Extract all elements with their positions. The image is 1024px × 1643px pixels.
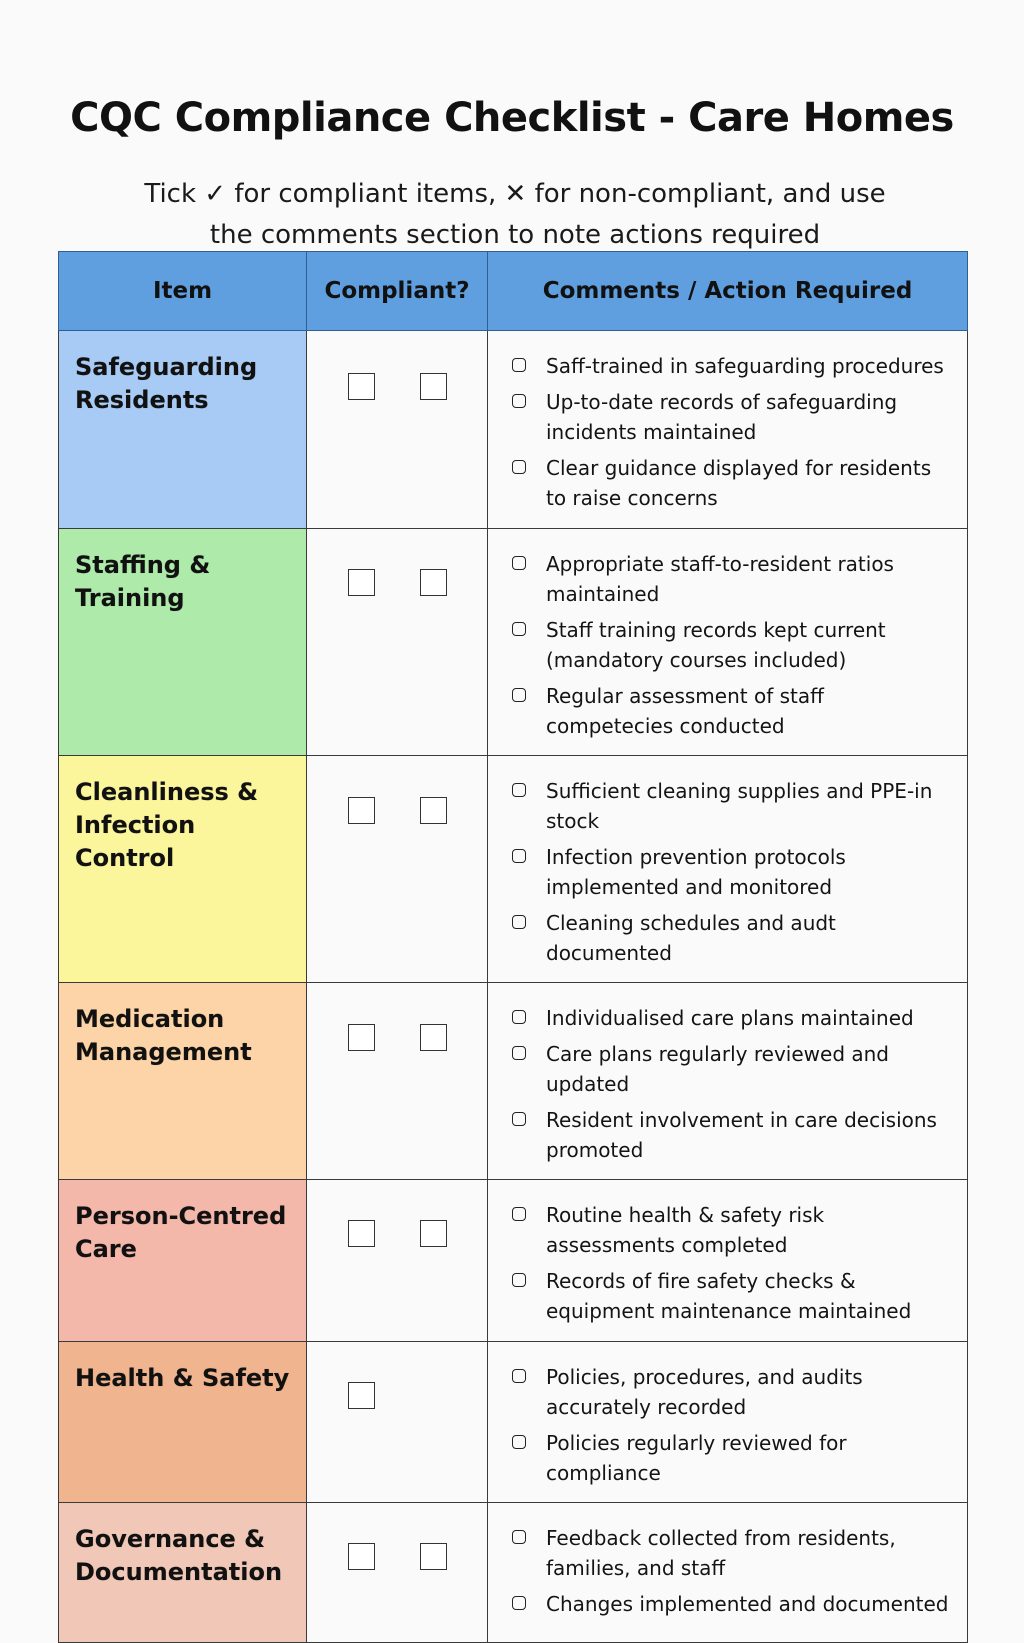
table-row [59, 756, 968, 983]
checkbox-bullet-icon[interactable] [512, 915, 526, 929]
compliant-checkbox[interactable] [348, 797, 375, 824]
comments-cell [488, 1503, 968, 1643]
instructions-text: Tick ✓ for compliant items, ✕ for non-compliant, and use the comments section to note actions required [144, 179, 886, 250]
comment-item [510, 842, 957, 902]
comments-list [510, 1003, 957, 1165]
compliant-cell [307, 529, 488, 756]
comment-text: Staff training records kept current (mandatory courses included) [546, 618, 886, 672]
checkbox-bullet-icon[interactable] [512, 1435, 526, 1449]
compliance-checklist-table [58, 251, 968, 1643]
comment-text: Regular assessment of staff competecies conducted [546, 684, 824, 738]
comments-list [510, 549, 957, 741]
compliant-checkbox[interactable] [348, 1024, 375, 1051]
compliant-checkbox[interactable] [348, 1382, 375, 1409]
compliant-checkbox[interactable] [348, 1220, 375, 1247]
header-item: Item [59, 252, 307, 331]
comment-item [510, 1200, 957, 1260]
table-row [59, 1503, 968, 1643]
checkbox-bullet-icon[interactable] [512, 1207, 526, 1221]
checkbox-bullet-icon[interactable] [512, 358, 526, 372]
comment-item [510, 776, 957, 836]
comment-text: Records of fire safety checks & equipment maintenance maintained [546, 1269, 912, 1323]
comment-text: Policies regularly reviewed for compliance [546, 1431, 847, 1485]
comment-text: Saff-trained in safeguarding procedures [546, 354, 944, 378]
comments-list [510, 776, 957, 968]
item-label: Health & Safety [59, 1342, 307, 1503]
checkbox-bullet-icon[interactable] [512, 1530, 526, 1544]
checkbox-bullet-icon[interactable] [512, 783, 526, 797]
checkbox-bullet-icon[interactable] [512, 1010, 526, 1024]
non-compliant-checkbox[interactable] [420, 1543, 447, 1570]
comment-item [510, 1428, 957, 1488]
checkbox-bullet-icon[interactable] [512, 394, 526, 408]
checkbox-bullet-icon[interactable] [512, 460, 526, 474]
comments-cell [488, 756, 968, 983]
comment-text: Changes implemented and documented [546, 1592, 949, 1616]
comments-cell [488, 331, 968, 529]
comments-list [510, 1523, 957, 1619]
comment-item [510, 1039, 957, 1099]
checkbox-bullet-icon[interactable] [512, 1112, 526, 1126]
comment-item [510, 1105, 957, 1165]
compliant-cell [307, 1503, 488, 1643]
table-row [59, 529, 968, 756]
compliant-cell [307, 983, 488, 1180]
comment-text: Appropriate staff-to-resident ratios maintained [546, 552, 894, 606]
table-row [59, 1342, 968, 1503]
comment-item [510, 1362, 957, 1422]
comment-text: Cleaning schedules and audt documented [546, 911, 836, 965]
comments-cell [488, 983, 968, 1180]
checkbox-bullet-icon[interactable] [512, 688, 526, 702]
checkbox-bullet-icon[interactable] [512, 622, 526, 636]
comment-text: Sufficient cleaning supplies and PPE-in stock [546, 779, 933, 833]
comment-item [510, 549, 957, 609]
comment-item [510, 1003, 957, 1033]
checkbox-bullet-icon[interactable] [512, 1273, 526, 1287]
non-compliant-checkbox[interactable] [420, 373, 447, 400]
comment-item [510, 1589, 957, 1619]
checkbox-bullet-icon[interactable] [512, 849, 526, 863]
comments-cell [488, 529, 968, 756]
checkbox-bullet-icon[interactable] [512, 1369, 526, 1383]
compliant-checkbox[interactable] [348, 1543, 375, 1570]
comments-cell [488, 1342, 968, 1503]
item-label: Safeguarding Residents [59, 331, 307, 529]
comment-text: Policies, procedures, and audits accurately recorded [546, 1365, 863, 1419]
non-compliant-checkbox[interactable] [420, 797, 447, 824]
compliant-cell [307, 756, 488, 983]
comment-item [510, 908, 957, 968]
page-title: CQC Compliance Checklist - Care Homes [70, 94, 954, 141]
comment-text: Individualised care plans maintained [546, 1006, 914, 1030]
comment-text: Routine health & safety risk assessments completed [546, 1203, 825, 1257]
comment-item [510, 615, 957, 675]
comment-item [510, 1523, 957, 1583]
item-label: Governance & Documentation [59, 1503, 307, 1643]
item-label: Staffing & Training [59, 529, 307, 756]
comments-list [510, 1362, 957, 1488]
comment-item [510, 387, 957, 447]
table-header-row [59, 252, 968, 331]
comment-item [510, 1266, 957, 1326]
non-compliant-checkbox[interactable] [420, 1220, 447, 1247]
table-row [59, 983, 968, 1180]
comment-item [510, 351, 957, 381]
non-compliant-checkbox[interactable] [420, 1024, 447, 1051]
checkbox-bullet-icon[interactable] [512, 1596, 526, 1610]
comment-text: Up-to-date records of safeguarding incidents maintained [546, 390, 898, 444]
comments-list [510, 1200, 957, 1326]
table-row [59, 1180, 968, 1342]
item-label: Medication Management [59, 983, 307, 1180]
comment-text: Feedback collected from residents, families, and staff [546, 1526, 896, 1580]
comments-cell [488, 1180, 968, 1342]
header-comments: Comments / Action Required [488, 252, 968, 331]
non-compliant-checkbox[interactable] [420, 569, 447, 596]
table-row [59, 331, 968, 529]
comment-text: Infection prevention protocols implemented and monitored [546, 845, 846, 899]
checkbox-bullet-icon[interactable] [512, 556, 526, 570]
comments-list [510, 351, 957, 513]
compliant-cell [307, 1342, 488, 1503]
comment-item [510, 681, 957, 741]
header-compliant: Compliant? [307, 252, 488, 331]
comment-text: Resident involvement in care decisions promoted [546, 1108, 937, 1162]
compliant-checkbox[interactable] [348, 569, 375, 596]
item-label: Person-Centred Care [59, 1180, 307, 1342]
comment-text: Clear guidance displayed for residents to raise concerns [546, 456, 932, 510]
comment-text: Care plans regularly reviewed and updated [546, 1042, 889, 1096]
item-label: Cleanliness & Infection Control [59, 756, 307, 983]
table-body [59, 331, 968, 1643]
compliant-cell [307, 1180, 488, 1342]
compliant-checkbox[interactable] [348, 373, 375, 400]
compliant-cell [307, 331, 488, 529]
checkbox-bullet-icon[interactable] [512, 1046, 526, 1060]
comment-item [510, 453, 957, 513]
